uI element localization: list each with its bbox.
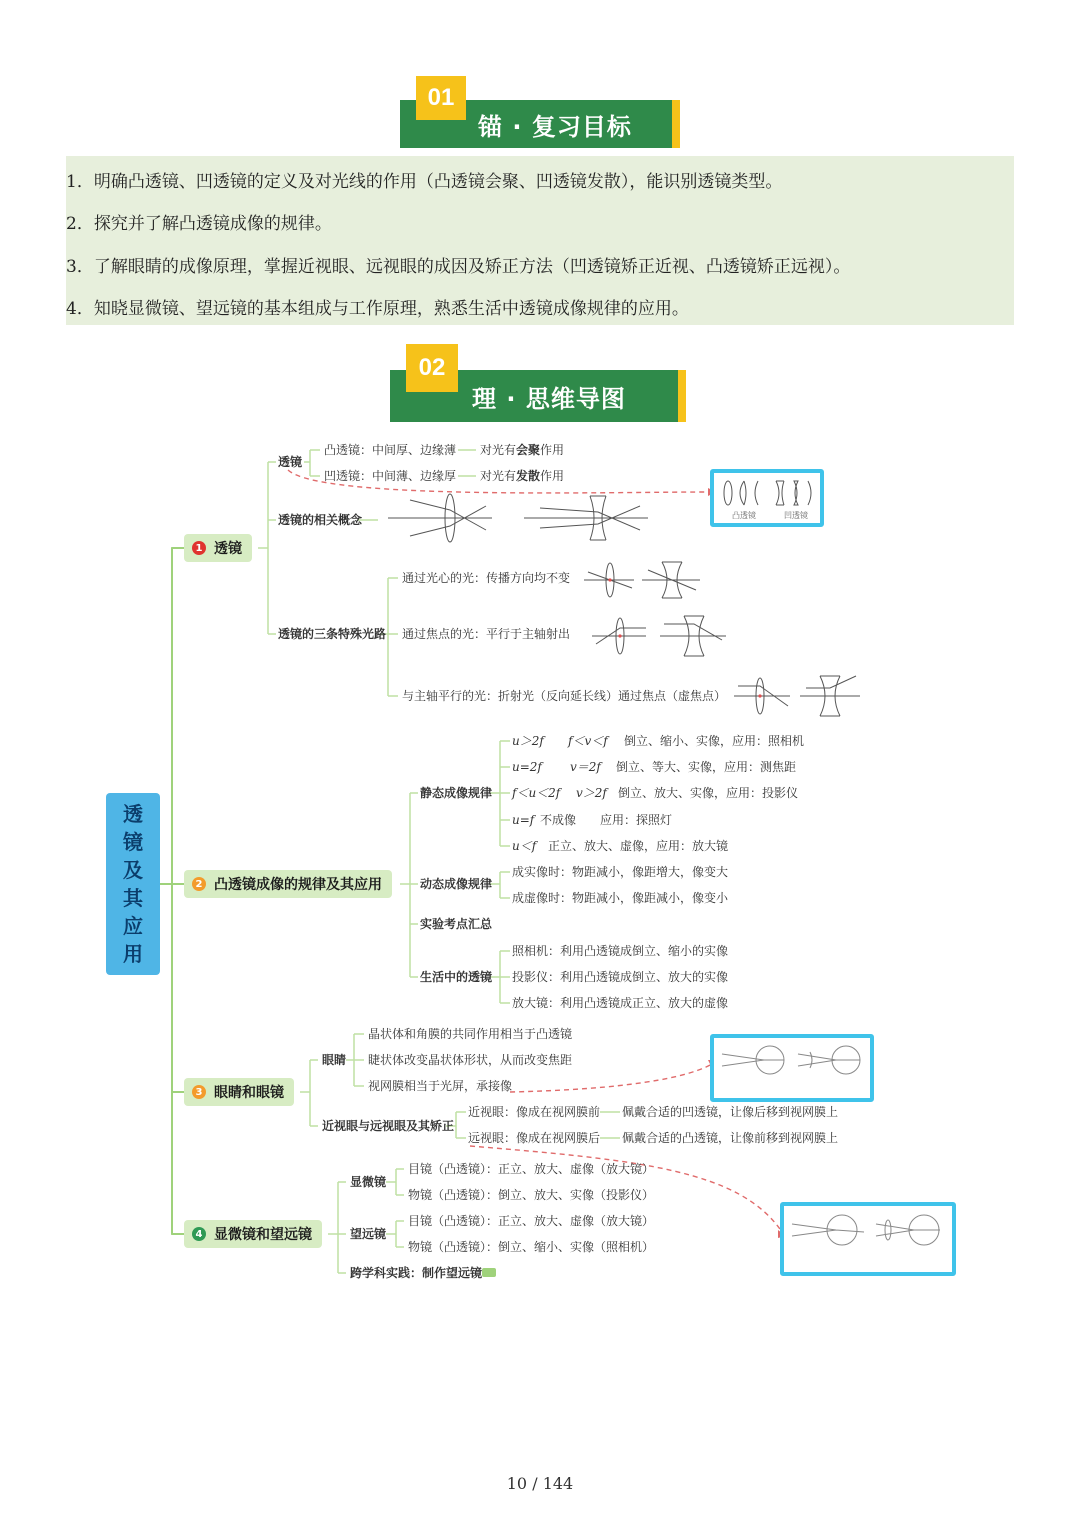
branch-lens [184,534,252,562]
static-desc: 倒立、缩小、实像，应用：照相机 [624,734,805,748]
telescope: 望远镜 [350,1227,387,1241]
life-row: 照相机：利用凸透镜成倒立、缩小的实像 [512,944,729,958]
objective-item: 1．明确凸透镜、凹透镜的定义及对光线的作用（凸透镜会聚、凹透镜发散），能识别透镜类型。 [66,172,783,192]
convex-effect: 对光有会聚作用 [480,443,565,457]
myopia-figure [710,1034,874,1102]
branch-badge: 2 [192,877,206,891]
ray-through-focus: 通过焦点的光：平行于主轴射出 [402,627,571,641]
static-desc: 倒立、放大、实像，应用：投影仪 [618,786,799,800]
static-cond: u=2f [512,760,542,774]
static-desc: 不成像 应用：探照灯 [540,813,673,827]
ray-parallel-axis: 与主轴平行的光：折射光（反向延长线）通过焦点（虚焦点） [402,689,727,703]
ray-through-center: 通过光心的光：传播方向均不变 [402,571,571,585]
myopia: 近视眼：像成在视网膜前 [468,1105,601,1119]
life-row: 投影仪：利用凸透镜成倒立、放大的实像 [512,970,729,984]
caption-convex: 凸透镜 [732,511,756,520]
dynamic-imaging: 动态成像规律 [420,877,493,891]
experiment-summary: 实验考点汇总 [420,917,493,931]
lens-types-figure [710,469,824,527]
branch-badge: 3 [192,1085,206,1099]
microscope-row: 目镜（凸透镜）：正立、放大、虚像（放大镜） [408,1162,655,1176]
branch-badge: 4 [192,1227,206,1241]
objective-item: 2．探究并了解凸透镜成像的规律。 [66,214,332,234]
static-img: f＜v＜f [568,734,608,748]
section-title: 锚 · 复习目标 [400,100,672,148]
special-rays: 透镜的三条特殊光路 [278,627,387,641]
static-img: v＞2f [576,786,607,800]
static-img: v＝2f [570,760,601,774]
branch-label: 凸透镜成像的规律及其应用 [214,877,382,893]
static-desc: 正立、放大、虚像，应用：放大镜 [548,839,729,853]
branch-convex-imaging [184,870,392,898]
dynamic-row: 成实像时：物距减小，像距增大，像变大 [512,865,729,879]
branch-microscope-telescope [184,1220,322,1248]
lenses-in-life: 生活中的透镜 [420,970,493,984]
static-cond: f＜u＜2f [512,786,561,800]
life-row: 放大镜：利用凸透镜成正立、放大的虚像 [512,996,729,1010]
myopia-fix: 佩戴合适的凹透镜，让像后移到视网膜上 [622,1105,839,1119]
mind-map-root [106,793,160,975]
interdisciplinary-practice: 跨学科实践：制作望远镜 [350,1266,483,1280]
section-title: 理 · 思维导图 [390,370,678,422]
root-char: 及 [123,858,143,882]
branch-label: 眼睛和眼镜 [214,1085,284,1101]
page-number: 10 / 144 [506,1474,574,1493]
eye-row: 晶状体和角膜的共同作用相当于凸透镜 [368,1027,573,1041]
hyperopia-fix: 佩戴合适的凸透镜，让像前移到视网膜上 [622,1131,839,1145]
note-tag-icon [482,1268,496,1277]
hyperopia: 远视眼：像成在视网膜后 [468,1131,601,1145]
lens-topic: 透镜 [278,455,303,469]
branch-label: 显微镜和望远镜 [214,1227,312,1243]
static-desc: 倒立、等大、实像，应用：测焦距 [616,760,797,774]
root-char: 透 [123,802,143,826]
caption-concave: 凹透镜 [784,511,808,520]
microscope-row: 物镜（凸透镜）：倒立、放大、实像（投影仪） [408,1188,655,1202]
section-number: 01 [416,76,466,120]
branch-badge: 1 [192,541,206,555]
root-char: 其 [123,886,143,910]
dynamic-row: 成虚像时：物距减小，像距减小，像变小 [512,891,729,905]
convex-definition: 凸透镜：中间厚、边缘薄 [324,443,457,457]
static-cond: u＜f [512,839,537,853]
vision-correction: 近视眼与远视眼及其矫正 [322,1119,455,1133]
eye-row: 视网膜相当于光屏，承接像 [368,1079,513,1093]
telescope-row: 物镜（凸透镜）：倒立、缩小、实像（照相机） [408,1240,655,1254]
concave-effect: 对光有发散作用 [480,469,565,483]
telescope-row: 目镜（凸透镜）：正立、放大、虚像（放大镜） [408,1214,655,1228]
root-char: 镜 [123,830,143,854]
hyperopia-figure [780,1202,956,1276]
objective-item: 3．了解眼睛的成像原理，掌握近视眼、远视眼的成因及矫正方法（凹透镜矫正近视、凸透镜矫正远视）。 [66,257,851,277]
root-char: 应 [123,914,143,938]
concave-definition: 凹透镜：中间薄、边缘厚 [324,469,457,483]
branch-eyes-glasses [184,1078,294,1106]
eye-row: 睫状体改变晶状体形状，从而改变焦距 [368,1053,573,1067]
eye-topic: 眼睛 [322,1053,347,1067]
static-imaging: 静态成像规律 [420,786,493,800]
static-cond: u=f [512,813,535,827]
objective-item: 4．知晓显微镜、望远镜的基本组成与工作原理，熟悉生活中透镜成像规律的应用。 [66,299,689,319]
section-number: 02 [406,344,458,392]
static-cond: u＞2f [512,734,544,748]
lens-concepts: 透镜的相关概念 [278,513,363,527]
branch-label: 透镜 [214,541,242,557]
microscope: 显微镜 [350,1175,387,1189]
root-char: 用 [123,942,143,966]
